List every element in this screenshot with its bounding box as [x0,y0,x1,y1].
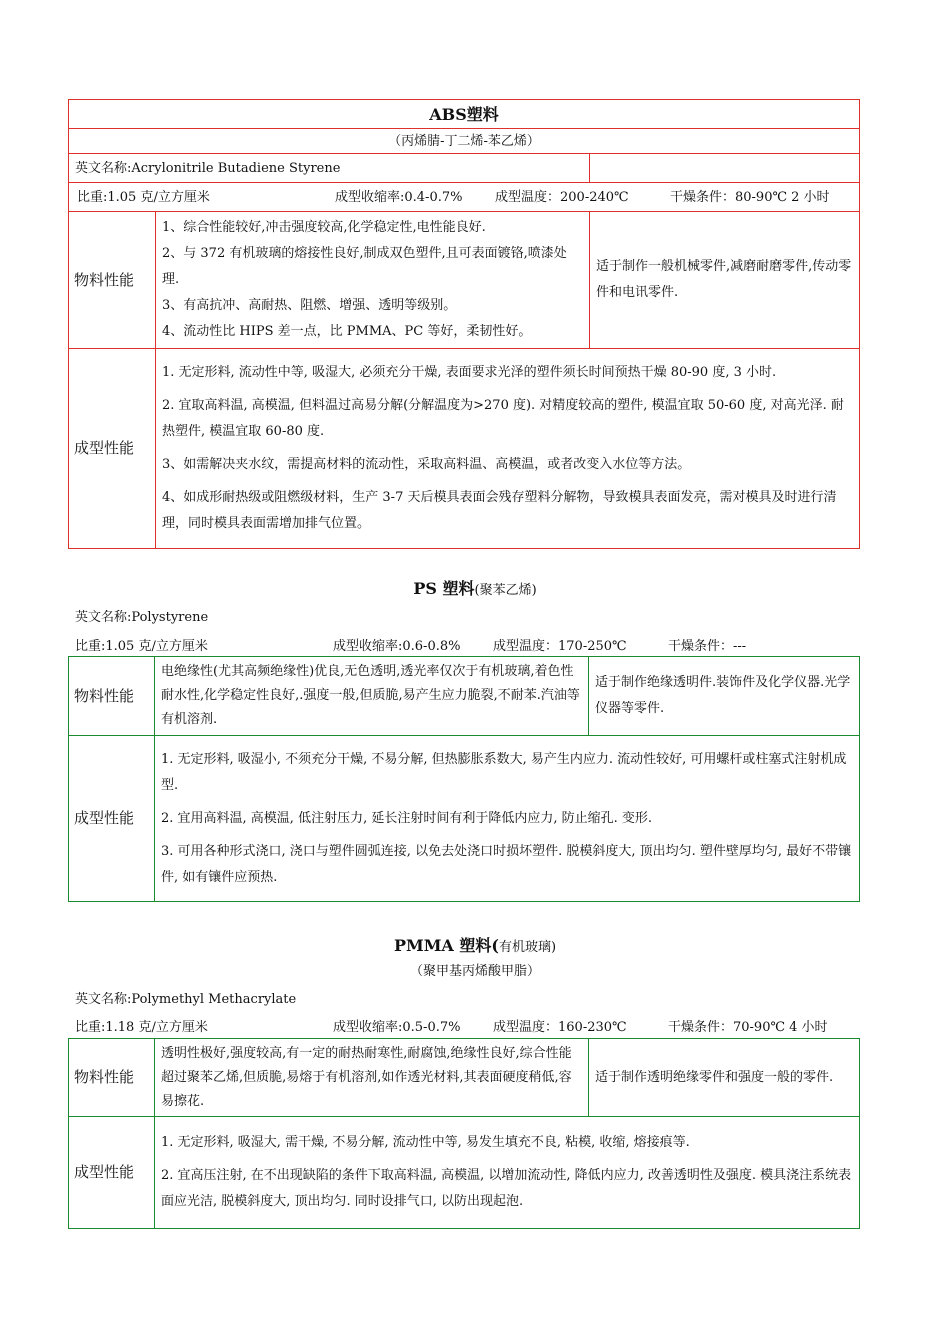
abs-properties [156,212,590,349]
ps-molding-2: 2. 宜用高料温, 高模温, 低注射压力, 延长注射时间有利于降低内应力, 防止缩孔. 变形. [161,810,652,826]
abs-property-3: 3、有高抗冲、高耐热、阻燃、增强、透明等级别。 [162,298,457,313]
ps-title-suffix: (聚苯乙烯) [474,583,537,598]
pmma-subtitle: （聚甲基丙烯酸甲脂） [409,964,540,979]
pmma-density: 比重:1.18 克/立方厘米 [75,1020,208,1035]
ps-drying: 干燥条件：--- [668,639,747,654]
ps-properties: 电绝缘性(尤其高频绝缘性)优良,无色透明,透光率仅次于有机玻璃,着色性耐水性,化学稳定性良好,.强度一般,但质脆,易产生应力脆裂,不耐苯.汽油等有机溶剂. [155,657,589,736]
ps-uses: 适于制作绝缘透明件.装饰件及化学仪器.光学仪器等零件. [589,657,860,736]
pmma-shrinkage: 成型收缩率:0.5-0.7% [333,1020,461,1035]
ps-properties-label: 物料性能 [69,657,155,736]
abs-subtitle: （丙烯腈-丁二烯-苯乙烯） [69,129,860,154]
pmma-molding-1: 1. 无定形料, 吸湿大, 需干燥, 不易分解, 流动性中等, 易发生填充不良, 粘模, 收缩, 熔接痕等. [161,1135,690,1150]
abs-english-name: 英文名称:Acrylonitrile Butadiene Styrene [69,154,590,183]
pmma-table [68,1038,860,1229]
pmma-temperature: 成型温度：160-230℃ [493,1020,627,1035]
abs-property-4: 4、流动性比 HIPS 差一点，比 PMMA、PC 等好，柔韧性好。 [162,324,532,339]
ps-english-name: 英文名称:Polystyrene [75,610,209,625]
ps-title-main: PS 塑料 [413,579,475,598]
pmma-title-main: PMMA 塑料( [393,936,499,955]
pmma-properties: 透明性极好,强度较高,有一定的耐热耐寒性,耐腐蚀,绝缘性良好,综合性能超过聚苯乙烯,但质脆,易熔于有机溶剂,如作透光材料,其表面硬度稍低,容易擦花. [155,1039,589,1117]
abs-density: 比重:1.05 克/立方厘米 [77,190,210,205]
ps-table [68,656,860,902]
ps-molding-3: 3. 可用各种形式浇口, 浇口与塑件圆弧连接, 以免去处浇口时损坏塑件. 脱模斜度大, 顶出均匀. 塑件壁厚均匀, 最好不带镶件, 如有镶件应预热. [161,843,852,885]
pmma-uses: 适于制作透明绝缘零件和强度一般的零件. [589,1039,860,1117]
ps-molding-1: 1. 无定形料, 吸湿小, 不须充分干燥, 不易分解, 但热膨胀系数大, 易产生内应力. 流动性较好, 可用螺杆或柱塞式注射机成型. [161,751,847,793]
pmma-molding-2: 2. 宜高压注射, 在不出现缺陷的条件下取高料温, 高模温, 以增加流动性, 降低内应力, 改善透明性及强度. 模具浇注系统表面应光洁, 脱模斜度大, 顶出均匀. 同时设排气口, 以防出现起泡. [161,1168,852,1209]
abs-molding-label: 成型性能 [69,349,156,549]
abs-shrinkage: 成型收缩率:0.4-0.7% [335,190,463,205]
pmma-properties-label: 物料性能 [69,1039,155,1117]
ps-density: 比重:1.05 克/立方厘米 [75,639,208,654]
ps-molding [155,736,860,902]
abs-property-2: 2、与 372 有机玻璃的熔接性良好,制成双色塑件,且可表面镀铬,喷漆处理. [162,246,567,287]
abs-property-1: 1、综合性能较好,冲击强度较高,化学稳定性,电性能良好. [162,220,486,235]
pmma-molding [155,1117,860,1229]
pmma-english-name: 英文名称:Polymethyl Methacrylate [75,992,297,1007]
ps-temperature: 成型温度：170-250℃ [493,639,627,654]
abs-molding-3: 3、如需解决夹水纹，需提高材料的流动性，采取高料温、高模温，或者改变入水位等方法。 [162,457,691,472]
ps-molding-label: 成型性能 [69,736,155,902]
abs-table [68,99,860,549]
pmma-molding-label: 成型性能 [69,1117,155,1229]
abs-temperature: 成型温度：200-240℃ [495,190,629,205]
abs-properties-label: 物料性能 [69,212,156,349]
pmma-title-suffix: 有机玻璃) [498,940,557,955]
abs-empty-cell [590,154,860,183]
abs-uses: 适于制作一般机械零件,减磨耐磨零件,传动零件和电讯零件. [590,212,860,349]
abs-molding-2: 2. 宜取高料温, 高模温, 但料温过高易分解(分解温度为>270 度). 对精度较高的塑件, 模温宜取 50-60 度, 对高光泽. 耐热塑件, 模温宜取 60-80 度. [162,398,844,439]
abs-title: ABS塑料 [69,100,860,129]
abs-molding-4: 4、如成形耐热级或阻燃级材料，生产 3-7 天后模具表面会残存塑料分解物，导致模具表面发亮，需对模具及时进行清理，同时模具表面需增加排气位置。 [162,490,837,531]
abs-molding-1: 1. 无定形料, 流动性中等, 吸湿大, 必须充分干燥, 表面要求光泽的塑件须长时间预热干燥 80-90 度, 3 小时. [162,365,777,380]
pmma-drying: 干燥条件：70-90℃ 4 小时 [668,1020,828,1035]
ps-title [0,576,950,599]
abs-molding [156,349,860,549]
abs-drying: 干燥条件：80-90℃ 2 小时 [670,190,830,205]
abs-spec-row [69,183,860,212]
ps-shrinkage: 成型收缩率:0.6-0.8% [333,639,461,654]
pmma-title [0,933,950,956]
